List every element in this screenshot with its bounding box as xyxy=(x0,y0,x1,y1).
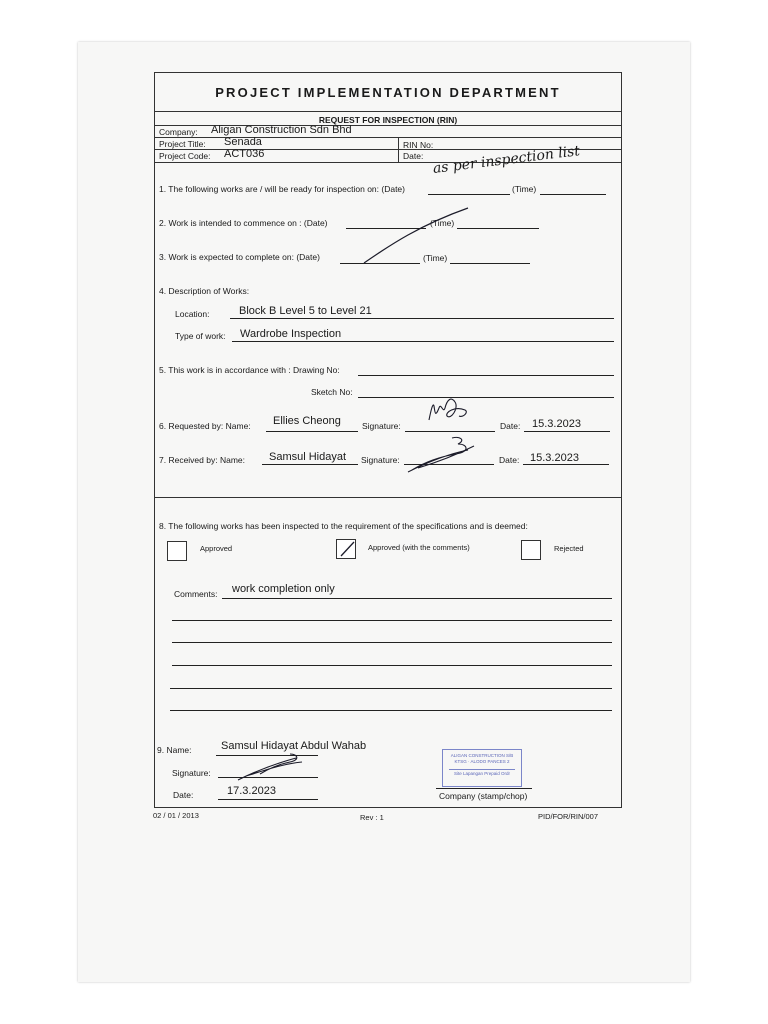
item-7-name: Samsul Hidayat xyxy=(269,451,347,463)
item-9-name-label: 9. Name: xyxy=(157,745,192,755)
item-6-signature xyxy=(425,394,473,428)
project-title-value: Senada xyxy=(224,136,262,148)
type-of-work-label: Type of work: xyxy=(175,331,226,341)
approved-with-comments-label: Approved (with the comments) xyxy=(368,543,470,552)
item-1-time-label: (Time) xyxy=(512,184,537,194)
item-6-signature-label: Signature: xyxy=(362,421,401,431)
comments-label: Comments: xyxy=(174,589,218,599)
project-code-label: Project Code: xyxy=(159,151,211,161)
item-9-name-value: Samsul Hidayat Abdul Wahab xyxy=(221,740,367,752)
rin-no-label: RIN No: xyxy=(403,140,434,150)
rejected-checkbox[interactable] xyxy=(521,540,541,560)
item-7-date-label: Date: xyxy=(499,455,520,465)
date-label: Date: xyxy=(403,151,424,161)
item-3-label: 3. Work is expected to complete on: (Date) xyxy=(159,252,320,262)
item-3-time-label: (Time) xyxy=(423,253,448,263)
item-1-label: 1. The following works are / will be ready for inspection on: (Date) xyxy=(159,184,405,194)
stamp-line-1: ALIGAN CONSTRUCTION S/B xyxy=(450,753,514,758)
project-code-value: ACT036 xyxy=(224,148,265,160)
company-stamp xyxy=(442,749,522,787)
item-6-date: 15.3.2023 xyxy=(532,418,581,430)
location-label: Location: xyxy=(175,309,210,319)
company-label: Company: xyxy=(159,127,198,137)
rejected-label: Rejected xyxy=(554,544,584,553)
comments-value: work completion only xyxy=(232,583,335,595)
item-8-label: 8. The following works has been inspected to the requirement of the specifications and is deemed: xyxy=(159,521,528,531)
footer-left: 02 / 01 / 2013 xyxy=(153,811,199,820)
department-title: PROJECT IMPLEMENTATION DEPARTMENT xyxy=(215,85,561,100)
item-2-label: 2. Work is intended to commence on : (Date) xyxy=(159,218,328,228)
item-6-date-label: Date: xyxy=(500,421,521,431)
item-7-signature xyxy=(398,432,482,478)
item-9-signature-label: Signature: xyxy=(172,768,211,778)
item-7-label: 7. Received by: Name: xyxy=(159,455,245,465)
form-title: REQUEST FOR INSPECTION (RIN) xyxy=(318,115,458,125)
item-6-name: Ellies Cheong xyxy=(273,415,341,427)
item-4-label: 4. Description of Works: xyxy=(159,286,250,296)
stamp-line-3: Site Lapangan Prepaid Ordr xyxy=(453,771,511,776)
item-6-label: 6. Requested by: Name: xyxy=(159,421,251,431)
item-2-time-label: (Time) xyxy=(430,218,455,228)
item-1-handwriting: as per inspection list xyxy=(432,143,581,177)
company-value: Aligan Construction Sdn Bhd xyxy=(211,124,352,136)
item-9-date-value: 17.3.2023 xyxy=(227,785,276,797)
stamp-line-2: KTSG · ALODO PANCES 2 xyxy=(454,759,510,764)
item-9-signature xyxy=(230,750,314,784)
check-mark-icon xyxy=(337,540,357,560)
sketch-no-label: Sketch No: xyxy=(311,387,353,397)
company-stamp-label: Company (stamp/chop) xyxy=(439,791,528,801)
type-of-work-value: Wardrobe Inspection xyxy=(240,328,342,340)
footer-right: PID/FOR/RIN/007 xyxy=(538,812,599,821)
approved-label: Approved xyxy=(200,544,233,553)
footer-center: Rev : 1 xyxy=(360,813,384,822)
item-7-signature-label: Signature: xyxy=(361,455,400,465)
item-9-date-label: Date: xyxy=(173,790,194,800)
project-title-label: Project Title: xyxy=(159,139,206,149)
item-5-label: 5. This work is in accordance with : Drawing No: xyxy=(159,365,340,375)
approved-checkbox[interactable] xyxy=(167,541,187,561)
location-value: Block B Level 5 to Level 21 xyxy=(239,305,372,317)
approved-with-comments-checkbox[interactable] xyxy=(336,539,356,559)
item-7-date: 15.3.2023 xyxy=(530,452,579,464)
